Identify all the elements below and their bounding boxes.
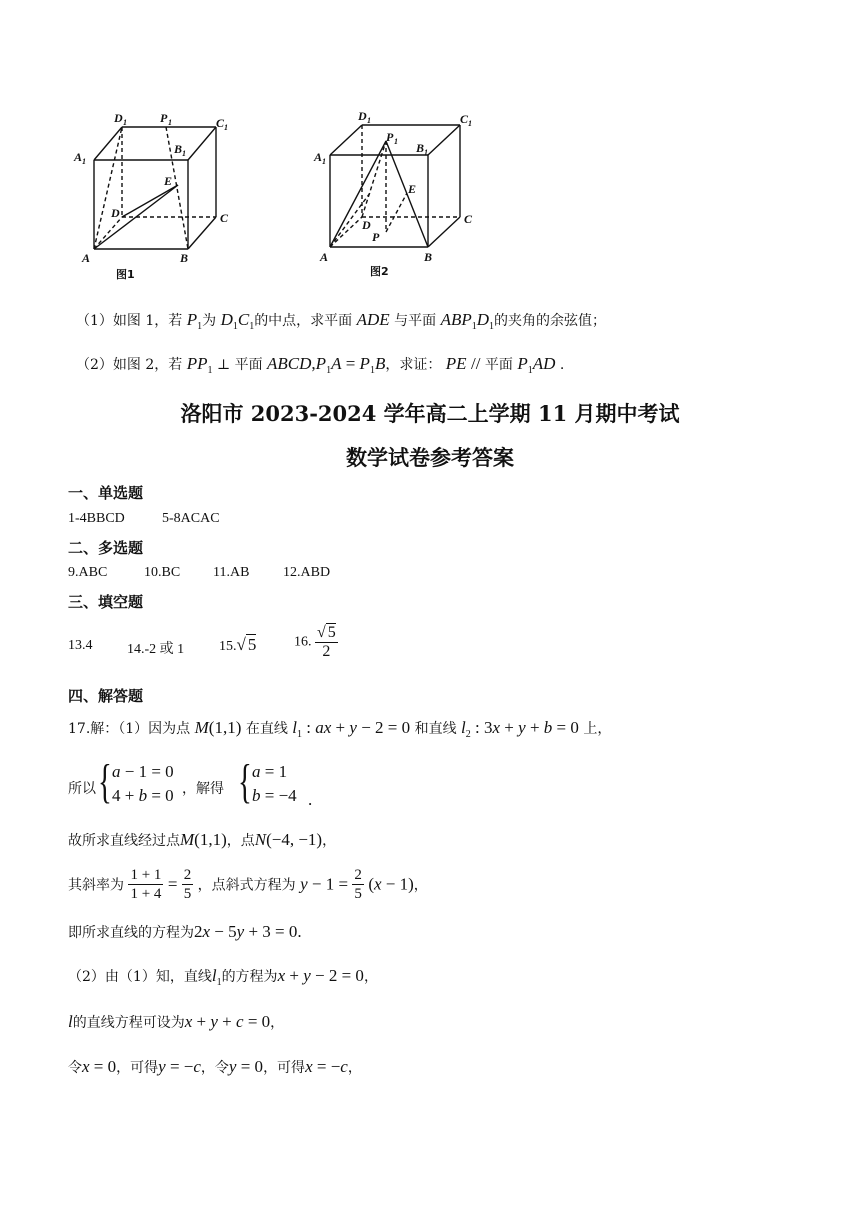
figure-1 bbox=[70, 105, 250, 285]
fig2-caption: 图2 bbox=[370, 265, 389, 278]
svg-text:1: 1 bbox=[424, 148, 428, 157]
answers-single-1: 1-4BBCD bbox=[68, 511, 125, 526]
solution-line-6: （2）由（1）知，直线$l_1$的方程为x + y − 2 = 0， bbox=[68, 966, 378, 988]
answer-14: 14.-2 或 1 bbox=[127, 642, 185, 657]
svg-text:1: 1 bbox=[367, 116, 371, 125]
answers-single-2: 5-8ACAC bbox=[162, 511, 220, 526]
fig1-label-e: E bbox=[164, 174, 173, 188]
fig1-label-p1: P bbox=[160, 111, 168, 125]
svg-text:1: 1 bbox=[322, 157, 326, 166]
fig2-label-e: E bbox=[408, 182, 417, 196]
fig1-label-d: D bbox=[111, 206, 120, 220]
fig2-label-a1: A bbox=[314, 150, 323, 164]
fig1-label-a: A bbox=[82, 251, 91, 265]
fig2-label-d1: D bbox=[358, 109, 367, 123]
page-subtitle: 数学试卷参考答案 bbox=[346, 445, 514, 470]
answer-9: 9.ABC bbox=[68, 565, 108, 580]
fig2-label-p: P bbox=[372, 230, 380, 244]
solution-line-4: 其斜率为 $\frac{1 + 1}{1 + 4}$ = $\frac{2}{5}$ ，点斜式方程为 y − 1 = $\frac{2}{5}$ (x − 1)， bbox=[68, 867, 428, 902]
svg-text:1: 1 bbox=[224, 123, 228, 132]
section-fill-blank: 三、填空题 bbox=[68, 593, 144, 611]
figure-2 bbox=[310, 105, 500, 285]
answer-11: 11.AB bbox=[213, 565, 250, 580]
answer-16: 16. $\frac{√ 5}{2}$ bbox=[294, 624, 336, 660]
fig2-label-b1: B bbox=[416, 141, 425, 155]
fig1-label-a1: A bbox=[74, 150, 83, 164]
svg-text:1: 1 bbox=[82, 157, 86, 166]
solution-line-3: 故所求直线经过点M(1,1)，点N(−4, −1)， bbox=[68, 830, 337, 849]
fig2-label-c: C bbox=[464, 212, 473, 226]
fig1-label-c1: C bbox=[216, 116, 225, 130]
svg-text:1: 1 bbox=[123, 118, 127, 127]
section-single-choice: 一、单选题 bbox=[68, 484, 144, 502]
svg-text:1: 1 bbox=[468, 119, 472, 128]
page-title: 洛阳市 2023-2024 学年高二上学期 11 月期中考试 bbox=[180, 401, 680, 426]
solution-line-1: 17.解：（1）因为点 M(1,1) 在直线 $l_1$ : ax + y − 2 = 0 和直线 $l_2$ : 3x + y + b = 0 上， bbox=[68, 718, 612, 740]
solution-line-7: l的直线方程可设为x + y + c = 0， bbox=[68, 1012, 285, 1031]
fig1-label-d1: D bbox=[114, 111, 123, 125]
answer-10: 10.BC bbox=[144, 565, 181, 580]
solution-line-8: 令x = 0，可得y = −c，令y = 0，可得x = −c， bbox=[68, 1057, 362, 1076]
fig1-label-b1: B bbox=[174, 142, 183, 156]
fig2-label-d: D bbox=[362, 218, 371, 232]
section-multi-choice: 二、多选题 bbox=[68, 539, 144, 557]
fig2-label-a: A bbox=[320, 250, 329, 264]
svg-text:1: 1 bbox=[168, 118, 172, 127]
solution-line-5: 即所求直线的方程为2x − 5y + 3 = 0. bbox=[68, 922, 302, 941]
fig2-label-p1: P bbox=[386, 130, 394, 144]
svg-text:1: 1 bbox=[394, 137, 398, 146]
fig2-label-c1: C bbox=[460, 112, 469, 126]
answer-15: 15.√ 5 bbox=[219, 635, 257, 654]
svg-text:1: 1 bbox=[182, 149, 186, 158]
fig1-label-c: C bbox=[220, 211, 229, 225]
fig2-label-b: B bbox=[424, 250, 433, 264]
fig1-caption: 图1 bbox=[116, 268, 135, 281]
answer-13: 13.4 bbox=[68, 638, 93, 653]
answer-12: 12.ABD bbox=[283, 565, 331, 580]
section-solutions: 四、解答题 bbox=[68, 687, 144, 705]
question-2: （2）如图 2，若 $PP_1$ ⊥ 平面 $ABCD,P_1A = P_1B$，求证： PE // 平面 $P_1AD$ . bbox=[76, 354, 565, 376]
fig1-label-b: B bbox=[180, 251, 189, 265]
question-1: （1）如图 1，若 $P_1$为 $D_1C_1$的中点，求平面 ADE 与平面 $ABP_1D_1$的夹角的余弦值； bbox=[76, 310, 607, 332]
